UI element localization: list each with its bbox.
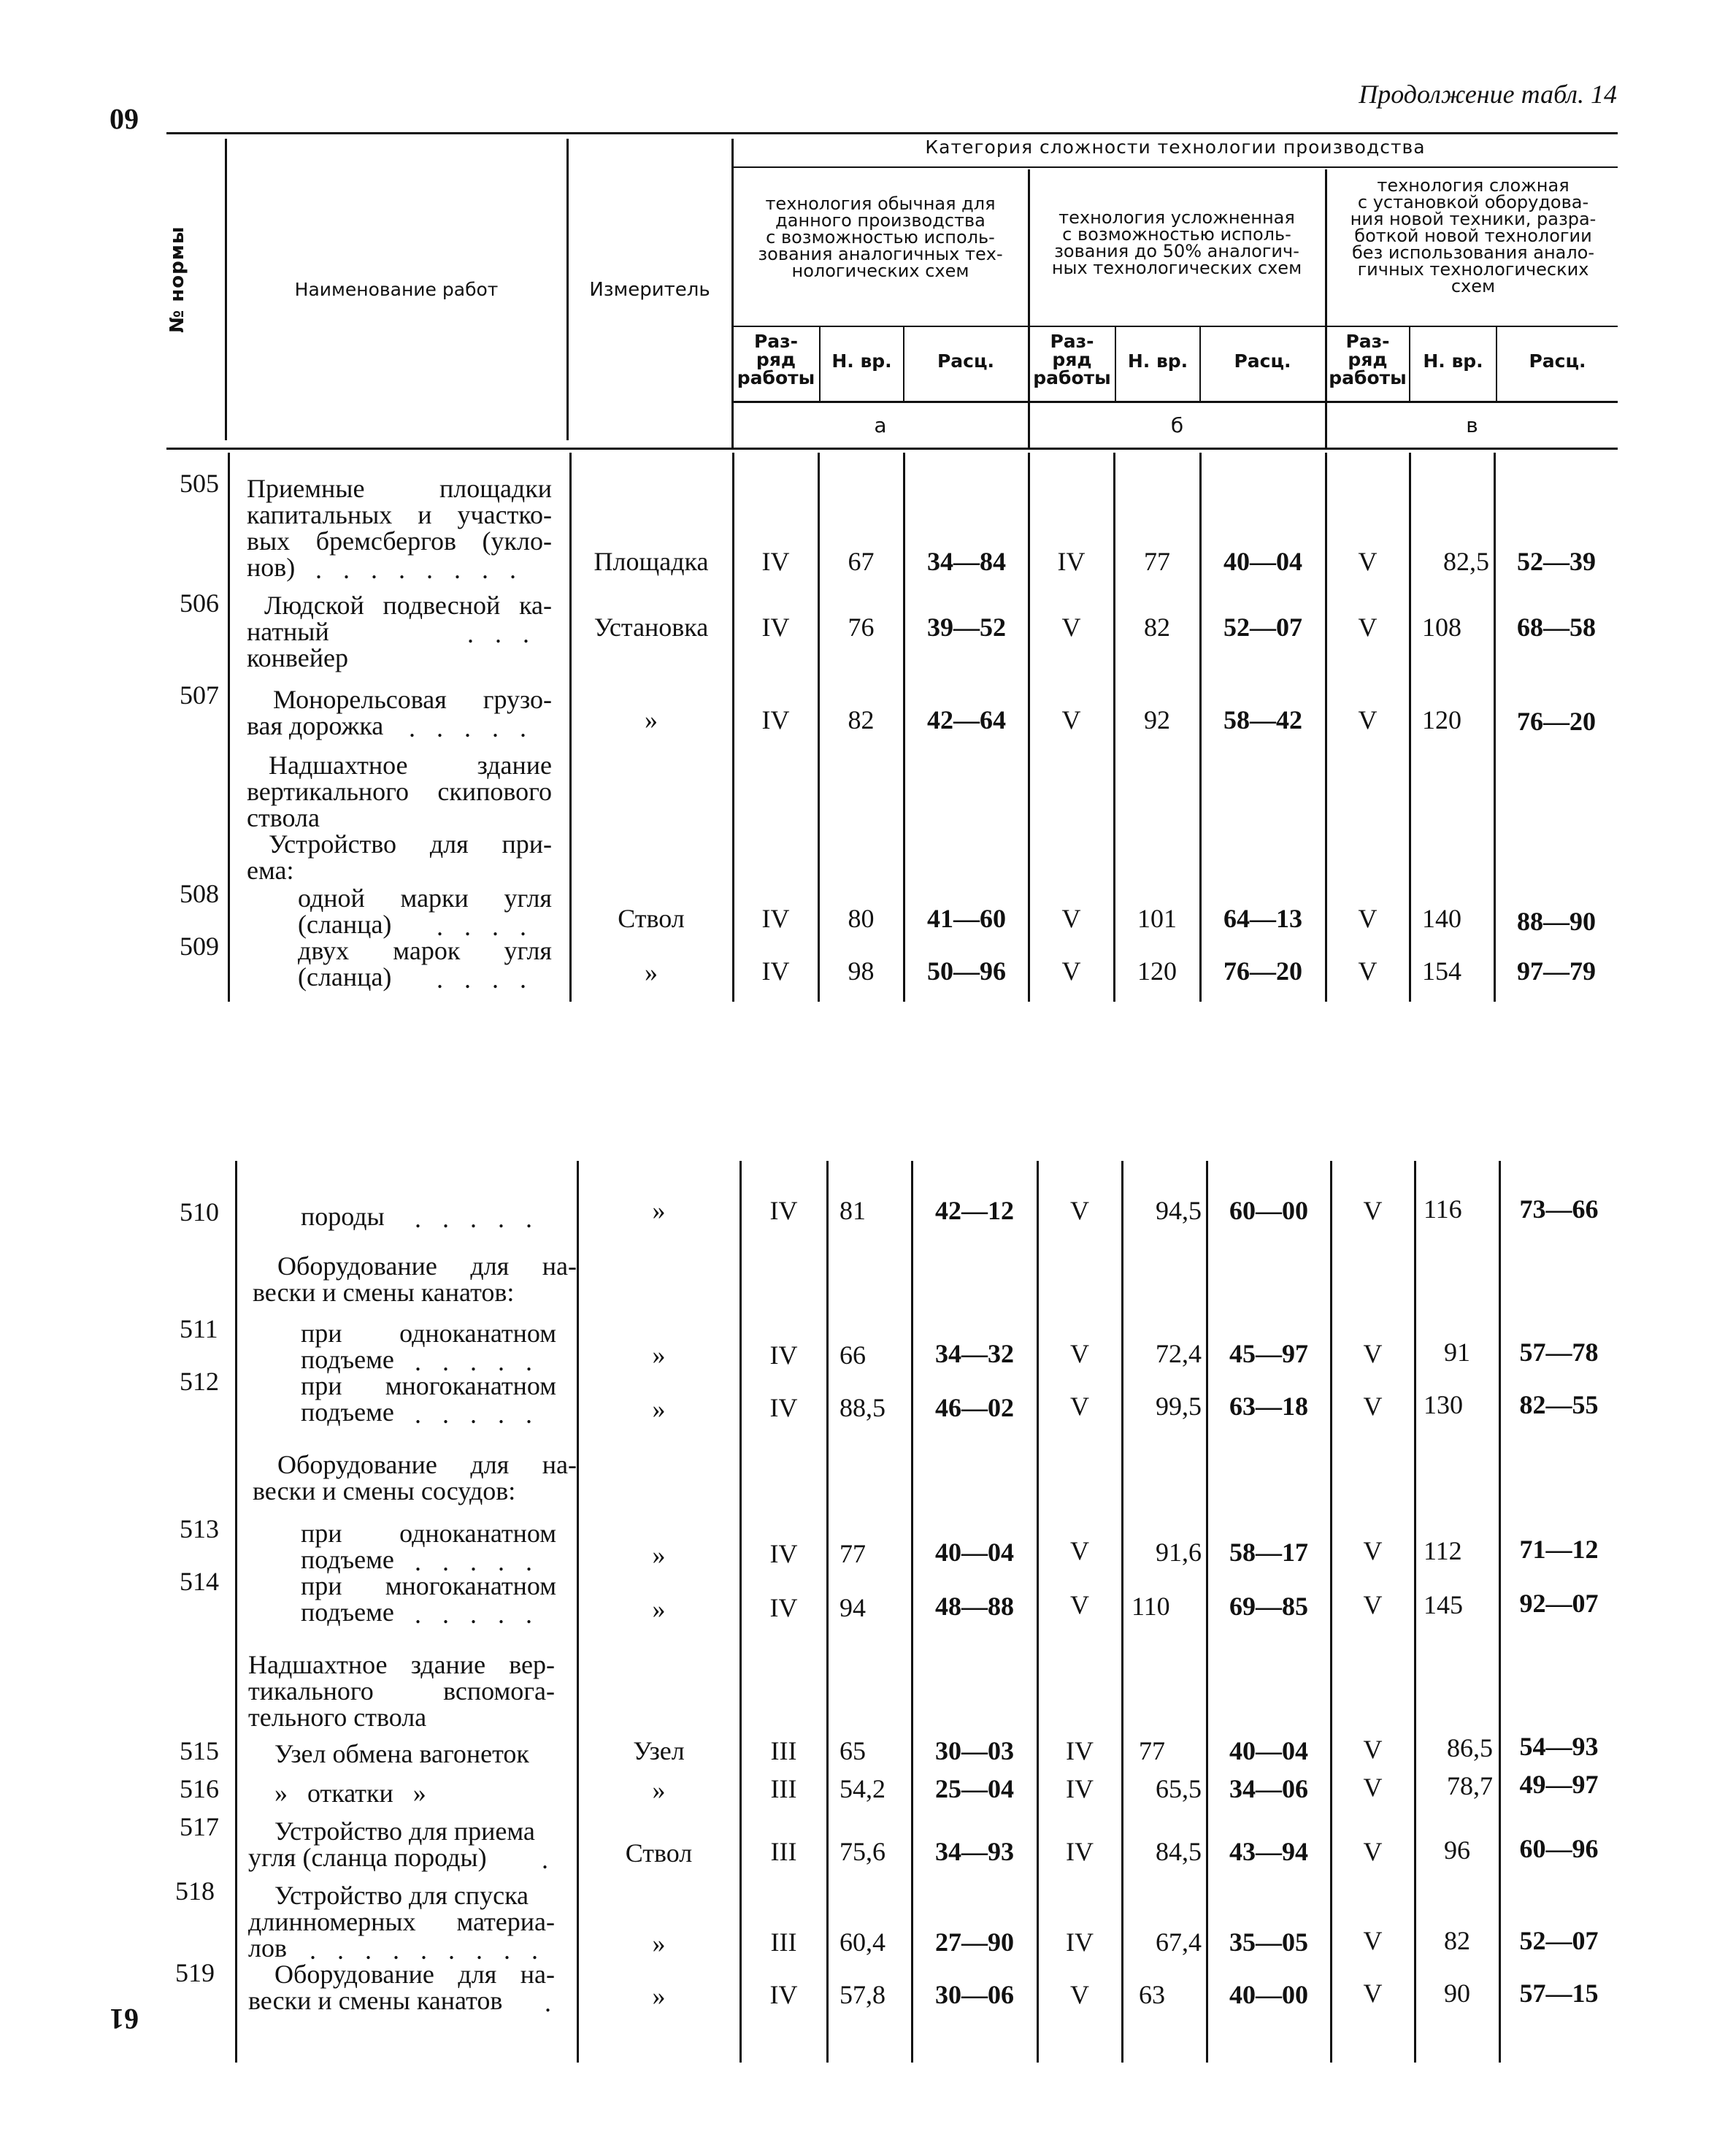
rate-b: 43—94 <box>1229 1837 1308 1866</box>
grade-c: V <box>1358 904 1378 933</box>
rate-a: 25—04 <box>935 1774 1014 1803</box>
grade-b: V <box>1070 1590 1089 1619</box>
column-b-label: б <box>1170 413 1184 437</box>
leader-dots: . . . . <box>437 912 534 941</box>
category-a-header <box>734 193 1026 281</box>
leader-dots: . <box>542 1845 556 1874</box>
category-header: Категория сложности технологии производства <box>925 137 1426 158</box>
text-line: с возможностью исполь- <box>766 227 995 248</box>
grade-c: V <box>1358 956 1378 986</box>
text-line: технология обычная для <box>765 193 996 214</box>
norm-number: 516 <box>180 1774 219 1803</box>
norm-time-c: 91 <box>1444 1338 1470 1367</box>
norm-time-a: 94 <box>840 1593 866 1622</box>
norm-time-b: 94,5 <box>1156 1196 1202 1225</box>
grade-a: III <box>770 1837 797 1866</box>
text-line: ных технологических схем <box>1051 258 1302 278</box>
grade-a: IV <box>769 1980 798 2009</box>
rate-c: 52—07 <box>1519 1926 1599 1955</box>
grade-b: V <box>1070 1339 1089 1368</box>
rate-a: 40—04 <box>935 1538 1014 1567</box>
work-name: капитальных и участко- <box>247 500 552 529</box>
norm-time-b: 63 <box>1139 1980 1165 2009</box>
norm-time-b: 65,5 <box>1156 1774 1202 1803</box>
text-line: тельного ствола <box>248 1703 427 1732</box>
grade-c: V <box>1363 1590 1383 1619</box>
text-line: нологических схем <box>791 261 969 281</box>
text-line: с возможностью исполь- <box>1062 224 1291 245</box>
unit: » <box>652 1395 666 1424</box>
work-name: Монорельсовая грузо- <box>273 685 552 714</box>
grade-c: V <box>1363 1536 1383 1565</box>
norm-number: 515 <box>180 1736 219 1765</box>
header-bottom-rule <box>166 448 1618 450</box>
rate-c: 49—97 <box>1519 1770 1599 1799</box>
grade-a: IV <box>769 1393 798 1422</box>
text-line: Надшахтное здание вер- <box>248 1650 555 1679</box>
rate-b: 45—97 <box>1229 1339 1308 1368</box>
body2-col-sep <box>1121 1161 1123 2063</box>
grade-a: IV <box>761 904 790 933</box>
work-name: длинномерных материа- <box>248 1907 555 1936</box>
norm-time-c: 82 <box>1444 1926 1470 1955</box>
norm-time-c: 90 <box>1444 1979 1470 2008</box>
text-line: схем <box>1451 276 1496 296</box>
text-line: работы <box>1033 367 1111 388</box>
norm-time-c: 82,5 <box>1443 547 1489 576</box>
rate-c: 52—39 <box>1517 547 1596 576</box>
rate-a: 42—12 <box>935 1196 1014 1225</box>
norm-time-c: 112 <box>1424 1536 1462 1565</box>
grade-c: V <box>1363 1392 1383 1421</box>
unit: » <box>652 1196 666 1225</box>
norm-number: 514 <box>180 1567 219 1596</box>
work-name: при одноканатном <box>301 1319 556 1348</box>
grade-c: V <box>1363 1979 1383 2008</box>
norm-time-c: 140 <box>1422 904 1461 933</box>
text-line: вертикального скипового <box>247 777 552 806</box>
norm-time-a: 88,5 <box>840 1393 885 1422</box>
leader-dots: . . . . . <box>415 1204 539 1233</box>
text-line: с установкой оборудова- <box>1357 192 1589 212</box>
category-b-header <box>1031 207 1323 278</box>
work-name: Узел обмена вагонеток <box>274 1739 529 1768</box>
norm-time-c: 120 <box>1422 705 1461 734</box>
grade-a: IV <box>761 956 790 986</box>
rate-a: 30—06 <box>935 1980 1014 2009</box>
leader-dots: . . . . . <box>415 1547 539 1576</box>
norm-time-c: 116 <box>1424 1194 1462 1224</box>
text-line: ствола <box>247 803 320 832</box>
text-line: работы <box>737 367 815 388</box>
norm-number: 510 <box>180 1197 219 1227</box>
norm-number: 519 <box>175 1958 215 1987</box>
text-line: технология усложненная <box>1059 207 1295 228</box>
norm-time-a: 54,2 <box>840 1774 885 1803</box>
text-line: ряд <box>1052 349 1092 370</box>
grade-b: IV <box>1066 1927 1094 1957</box>
text-line: ряд <box>1348 349 1388 370</box>
rate-a: 41—60 <box>927 904 1006 933</box>
unit: » <box>652 1982 666 2011</box>
rate-a: 27—90 <box>935 1927 1014 1957</box>
rate-header-c: Расц. <box>1529 350 1586 372</box>
rate-c: 76—20 <box>1517 707 1596 736</box>
work-name: при одноканатном <box>301 1519 556 1548</box>
text-line: Устройство для при- <box>269 829 552 859</box>
header-top-rule <box>166 132 1618 134</box>
work-name: лов <box>248 1933 287 1963</box>
category-c-header <box>1327 177 1619 295</box>
grade-header-b <box>1029 332 1115 387</box>
norm-time-header-a: Н. вр. <box>831 350 892 372</box>
work-name: вая дорожка <box>247 711 384 740</box>
norm-time-b: 72,4 <box>1156 1339 1202 1368</box>
grade-b: V <box>1061 613 1081 642</box>
rate-c: 60—96 <box>1519 1834 1599 1863</box>
work-name: подъеме <box>301 1345 394 1374</box>
rate-b: 40—00 <box>1229 1980 1308 2009</box>
norm-time-c: 145 <box>1424 1590 1463 1619</box>
text-line: работы <box>1329 367 1407 388</box>
unit: » <box>652 1929 666 1958</box>
grade-a: IV <box>761 613 790 642</box>
continuation-title: Продолжение табл. 14 <box>1359 80 1617 109</box>
work-name: (сланца) <box>298 910 392 939</box>
leader-dots: . <box>545 1988 558 2017</box>
norm-time-a: 75,6 <box>840 1837 885 1866</box>
grade-a: III <box>770 1927 797 1957</box>
work-name: при многоканатном <box>301 1571 556 1600</box>
grade-b: V <box>1061 956 1081 986</box>
norm-time-b: 67,4 <box>1156 1927 1202 1957</box>
unit: » <box>645 705 658 734</box>
rate-a: 34—32 <box>935 1339 1014 1368</box>
norm-time-b: 120 <box>1137 956 1177 986</box>
rate-c: 57—15 <box>1519 1979 1599 2008</box>
text-line: зования до 50% аналогич- <box>1054 241 1299 261</box>
grade-c: V <box>1363 1926 1383 1955</box>
grade-header-a <box>733 332 819 387</box>
header-col-sep <box>225 139 227 440</box>
norm-time-a: 65 <box>840 1736 866 1765</box>
text-line: данного производства <box>775 210 986 231</box>
text-line: ема: <box>247 856 294 885</box>
norm-time-a: 60,4 <box>840 1927 885 1957</box>
work-name: натный конвейер <box>247 617 348 672</box>
grade-c: V <box>1358 547 1378 576</box>
subhead-rule <box>731 326 1618 327</box>
rate-c: 71—12 <box>1519 1535 1599 1564</box>
leader-dots: . . . . . . . . . <box>310 1936 545 1965</box>
text-line: технология сложная <box>1377 175 1570 196</box>
grade-c: V <box>1363 1837 1383 1866</box>
norm-time-c: 130 <box>1424 1390 1463 1419</box>
norm-time-c: 86,5 <box>1447 1733 1493 1762</box>
unit: Установка <box>593 613 709 642</box>
grade-b: IV <box>1066 1774 1094 1803</box>
work-name: одной марки угля <box>298 883 552 913</box>
work-name: Устройство для спуска <box>274 1881 529 1910</box>
rate-a: 30—03 <box>935 1736 1014 1765</box>
leader-dots: . . . . . <box>415 1400 539 1429</box>
text-line: ния новой техники, разра- <box>1350 209 1597 229</box>
rate-b: 69—85 <box>1229 1592 1308 1621</box>
norm-number-header: № нормы <box>166 226 188 333</box>
unit-header: Измеритель <box>589 279 710 301</box>
category-rule <box>731 166 1618 168</box>
norm-time-b: 82 <box>1144 613 1170 642</box>
grade-a: III <box>770 1736 797 1765</box>
work-name: подъеме <box>301 1597 394 1627</box>
rate-c: 92—07 <box>1519 1589 1599 1618</box>
norm-time-b: 77 <box>1139 1736 1165 1765</box>
work-name-header: Наименование работ <box>294 279 499 300</box>
work-name: подъеме <box>301 1397 394 1427</box>
grade-b: IV <box>1057 547 1086 576</box>
norm-number: 511 <box>180 1314 218 1343</box>
norm-time-b: 101 <box>1137 904 1177 933</box>
grade-b: IV <box>1066 1736 1094 1765</box>
subhead-rule-2 <box>731 401 1618 403</box>
norm-time-c: 96 <box>1444 1835 1470 1865</box>
rate-a: 34—84 <box>927 547 1006 576</box>
rate-c: 97—79 <box>1517 956 1596 986</box>
norm-number: 509 <box>180 932 219 961</box>
grade-c: V <box>1363 1196 1383 1225</box>
rate-c: 88—90 <box>1517 907 1596 936</box>
norm-number: 508 <box>180 879 219 908</box>
work-name: подъеме <box>301 1545 394 1574</box>
norm-number: 518 <box>175 1876 215 1906</box>
norm-time-b: 99,5 <box>1156 1392 1202 1421</box>
norm-time-b: 84,5 <box>1156 1837 1202 1866</box>
rate-header-b: Расц. <box>1234 350 1291 372</box>
rate-c: 54—93 <box>1519 1732 1599 1761</box>
leader-dots: . . . . . . . . <box>315 555 523 584</box>
work-name: Устройство для приема <box>274 1817 535 1846</box>
column-a-label: а <box>874 413 887 437</box>
grade-b: V <box>1070 1196 1089 1225</box>
grade-a: IV <box>769 1539 798 1568</box>
grade-c: V <box>1363 1735 1383 1764</box>
unit: » <box>652 1776 666 1805</box>
work-name: Людской подвесной ка- <box>264 591 552 620</box>
norm-time-a: 76 <box>848 613 875 642</box>
norm-time-a: 98 <box>848 956 875 986</box>
rate-b: 58—42 <box>1223 705 1302 734</box>
norm-number: 507 <box>180 680 219 710</box>
body1-col-sep <box>1409 453 1411 1002</box>
grade-header-c <box>1326 332 1409 387</box>
norm-time-header-c: Н. вр. <box>1423 350 1483 372</box>
rate-b: 58—17 <box>1229 1538 1308 1567</box>
norm-time-b: 91,6 <box>1156 1538 1202 1567</box>
grade-b: V <box>1070 1536 1089 1565</box>
text-line: Раз- <box>753 331 799 352</box>
grade-c: V <box>1363 1773 1383 1802</box>
rate-b: 40—04 <box>1223 547 1302 576</box>
leader-dots: . . . . . <box>409 713 534 743</box>
work-name: вески и смены канатов <box>248 1986 503 2015</box>
unit: Узел <box>633 1736 685 1765</box>
work-name: » откатки » <box>274 1779 426 1808</box>
text-line: Оборудование для на- <box>277 1251 577 1281</box>
grade-a: IV <box>761 705 790 734</box>
rate-b: 52—07 <box>1223 613 1302 642</box>
norm-time-b: 77 <box>1144 547 1170 576</box>
norm-time-c: 108 <box>1422 613 1461 642</box>
norm-number: 506 <box>180 588 219 618</box>
page-number-bottom: 61 <box>110 2003 139 2036</box>
rate-b: 64—13 <box>1223 904 1302 933</box>
column-c-label: в <box>1466 413 1478 437</box>
text-line: вески и смены сосудов: <box>253 1476 516 1505</box>
rate-a: 34—93 <box>935 1837 1014 1866</box>
work-name: Приемные площадки <box>247 474 552 503</box>
text-line: без использования анало- <box>1351 242 1595 263</box>
norm-number: 513 <box>180 1514 219 1543</box>
norm-number: 517 <box>180 1812 219 1841</box>
rate-a: 42—64 <box>927 705 1006 734</box>
norm-time-c: 78,7 <box>1447 1771 1493 1800</box>
rate-header-a: Расц. <box>937 350 995 372</box>
norm-time-b: 110 <box>1132 1592 1170 1621</box>
norm-time-a: 81 <box>840 1196 866 1225</box>
rate-c: 73—66 <box>1519 1194 1599 1224</box>
header-col-sep <box>566 139 569 440</box>
text-line: гичных технологических <box>1357 259 1589 280</box>
work-name: (сланца) <box>298 962 392 991</box>
grade-c: V <box>1358 613 1378 642</box>
grade-a: IV <box>769 1593 798 1622</box>
text-line: Раз- <box>1345 331 1390 352</box>
work-name: вых бремсбергов (укло- <box>247 526 552 556</box>
rate-a: 50—96 <box>927 956 1006 986</box>
rate-b: 34—06 <box>1229 1774 1308 1803</box>
work-name: угля (сланца породы) <box>248 1843 487 1872</box>
unit: » <box>652 1340 666 1370</box>
leader-dots: . . . <box>467 619 537 648</box>
rate-a: 39—52 <box>927 613 1006 642</box>
rate-b: 63—18 <box>1229 1392 1308 1421</box>
norm-time-a: 82 <box>848 705 875 734</box>
rate-b: 40—04 <box>1229 1736 1308 1765</box>
work-name: Оборудование для на- <box>274 1960 555 1989</box>
grade-b: IV <box>1066 1837 1094 1866</box>
norm-time-a: 77 <box>840 1539 866 1568</box>
text-line: ряд <box>756 349 796 370</box>
text-line: тикального вспомога- <box>248 1676 555 1706</box>
norm-number: 505 <box>180 469 219 498</box>
text-line: вески и смены канатов: <box>253 1278 515 1307</box>
header-col-sep <box>1028 169 1030 448</box>
unit: » <box>652 1541 666 1570</box>
body2-col-sep <box>235 1161 237 2063</box>
grade-b: V <box>1061 904 1081 933</box>
rate-a: 48—88 <box>935 1592 1014 1621</box>
unit: » <box>652 1595 666 1624</box>
grade-b: V <box>1070 1392 1089 1421</box>
norm-time-a: 66 <box>840 1340 866 1370</box>
header-col-sep <box>731 139 734 448</box>
work-name: нов) <box>247 553 296 582</box>
rate-a: 46—02 <box>935 1393 1014 1422</box>
leader-dots: . . . . . <box>415 1347 539 1376</box>
unit: Площадка <box>593 547 709 576</box>
leader-dots: . . . . <box>437 964 534 994</box>
grade-a: IV <box>769 1196 798 1225</box>
unit: Ствол <box>625 1838 693 1868</box>
text-line: боткой новой технологии <box>1354 226 1592 246</box>
norm-time-c: 154 <box>1422 956 1461 986</box>
leader-dots: . . . . . <box>415 1600 539 1629</box>
norm-time-a: 67 <box>848 547 875 576</box>
norm-time-a: 57,8 <box>840 1980 885 2009</box>
grade-c: V <box>1363 1339 1383 1368</box>
grade-b: V <box>1061 705 1081 734</box>
grade-a: III <box>770 1774 797 1803</box>
grade-c: V <box>1358 705 1378 734</box>
grade-a: IV <box>761 547 790 576</box>
norm-time-header-b: Н. вр. <box>1127 350 1188 372</box>
work-name: двух марок угля <box>298 936 552 965</box>
rate-c: 82—55 <box>1519 1390 1599 1419</box>
work-name: при многоканатном <box>301 1371 556 1400</box>
rate-c: 57—78 <box>1519 1338 1599 1367</box>
text-line: зования аналогичных тех- <box>758 244 1003 264</box>
norm-time-a: 80 <box>848 904 875 933</box>
norm-number: 512 <box>180 1367 219 1396</box>
grade-a: IV <box>769 1340 798 1370</box>
grade-b: V <box>1070 1980 1089 2009</box>
unit: » <box>645 958 658 987</box>
rate-b: 35—05 <box>1229 1927 1308 1957</box>
rate-b: 60—00 <box>1229 1196 1308 1225</box>
text-line: Надшахтное здание <box>269 751 552 780</box>
norm-time-b: 92 <box>1144 705 1170 734</box>
rate-c: 68—58 <box>1517 613 1596 642</box>
work-name: породы <box>301 1202 385 1231</box>
text-line: Раз- <box>1050 331 1094 352</box>
body2-col-sep <box>826 1161 829 2063</box>
text-line: Оборудование для на- <box>277 1450 577 1479</box>
unit: Ствол <box>618 904 685 933</box>
page-number-top: 60 <box>110 103 139 136</box>
rate-b: 76—20 <box>1223 956 1302 986</box>
body1-col-sep <box>228 453 230 1002</box>
